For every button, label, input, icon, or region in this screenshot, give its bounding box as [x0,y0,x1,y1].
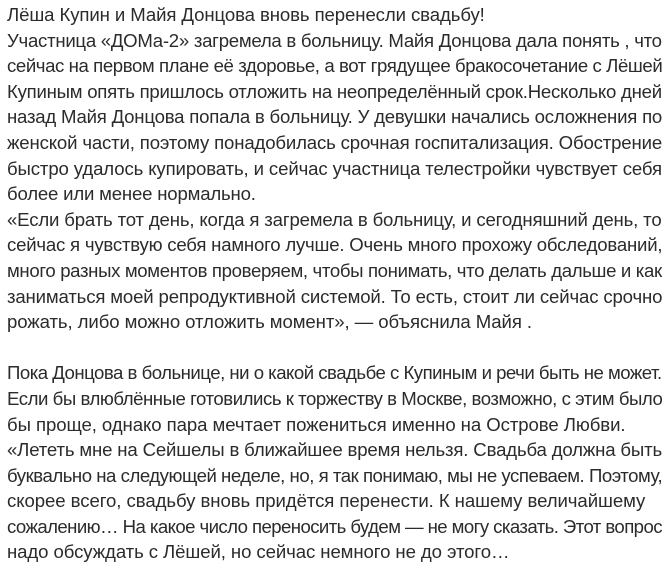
text-line: сейчас на первом плане её здоровье, а вот грядущее бракосочетание с Лёшей [7,55,663,77]
text-line: Пока Донцова в больнице, ни о какой свадьбе с Купиным и речи быть не может. [7,362,662,384]
paragraph-spacer [7,335,667,361]
text-line: назад Майя Донцова попала в больницу. У девушки начались осложнения по [7,106,663,128]
quote-line: «Лететь мне на Сейшелы в ближайшее время нельзя. Свадьба должна быть [7,439,662,461]
quote-block-1 [7,207,667,335]
text-line: Если бы влюблённые готовились к торжеству в Москве, возможно, с этим было [7,387,663,409]
quote-line: заниматься моей репродуктивной системой. То есть, стоит ли сейчас срочно [7,285,663,307]
text-line: Купиным опять пришлось отложить на неопределённый срок.Несколько дней [7,80,662,102]
text-line: более или менее нормально. [7,183,256,205]
quote-line: скорее всего, свадьбу вновь придётся перенести. К нашему величайшему [7,490,646,512]
quote-line: много разных моментов проверяем, чтобы понимать, что делать дальше и как [7,259,662,281]
article-title: Лёша Купин и Майя Донцова вновь перенесли свадьбу! [7,4,485,25]
quote-line: рожать, либо можно отложить момент», — объяснила Майя . [7,311,532,333]
quote-line: «Если брать тот день, когда я загремела в больницу, и сегодняшний день, то [7,208,662,230]
quote-line: надо обсуждать с Лёшей, но сейчас немного не до этого… [7,541,510,563]
text-line: бы проще, однако пара мечтает пожениться именно на Острове Любви. [7,413,626,435]
quote-line: буквально на следующей неделе, но, я так понимаю, мы не успеваем. Поэтому, [7,464,663,486]
text-line: быстро удалось купировать, и сейчас участница телестройки чувствует себя [7,157,662,179]
article-text [7,2,667,565]
second-paragraph [7,360,667,437]
intro-paragraph [7,28,667,207]
text-line: Участница «ДОМа-2» загремела в больницу. Майя Донцова дала понять , что [7,29,662,51]
quote-block-2 [7,437,667,565]
quote-line: сейчас я чувствую себя намного лучше. Очень много прохожу обследований, [7,234,663,256]
quote-line: сожалению… На какое число переносить будем — не могу сказать. Этот вопрос [7,515,662,537]
text-line: женской части, поэтому понадобилась срочная госпитализация. Обострение [7,131,663,153]
